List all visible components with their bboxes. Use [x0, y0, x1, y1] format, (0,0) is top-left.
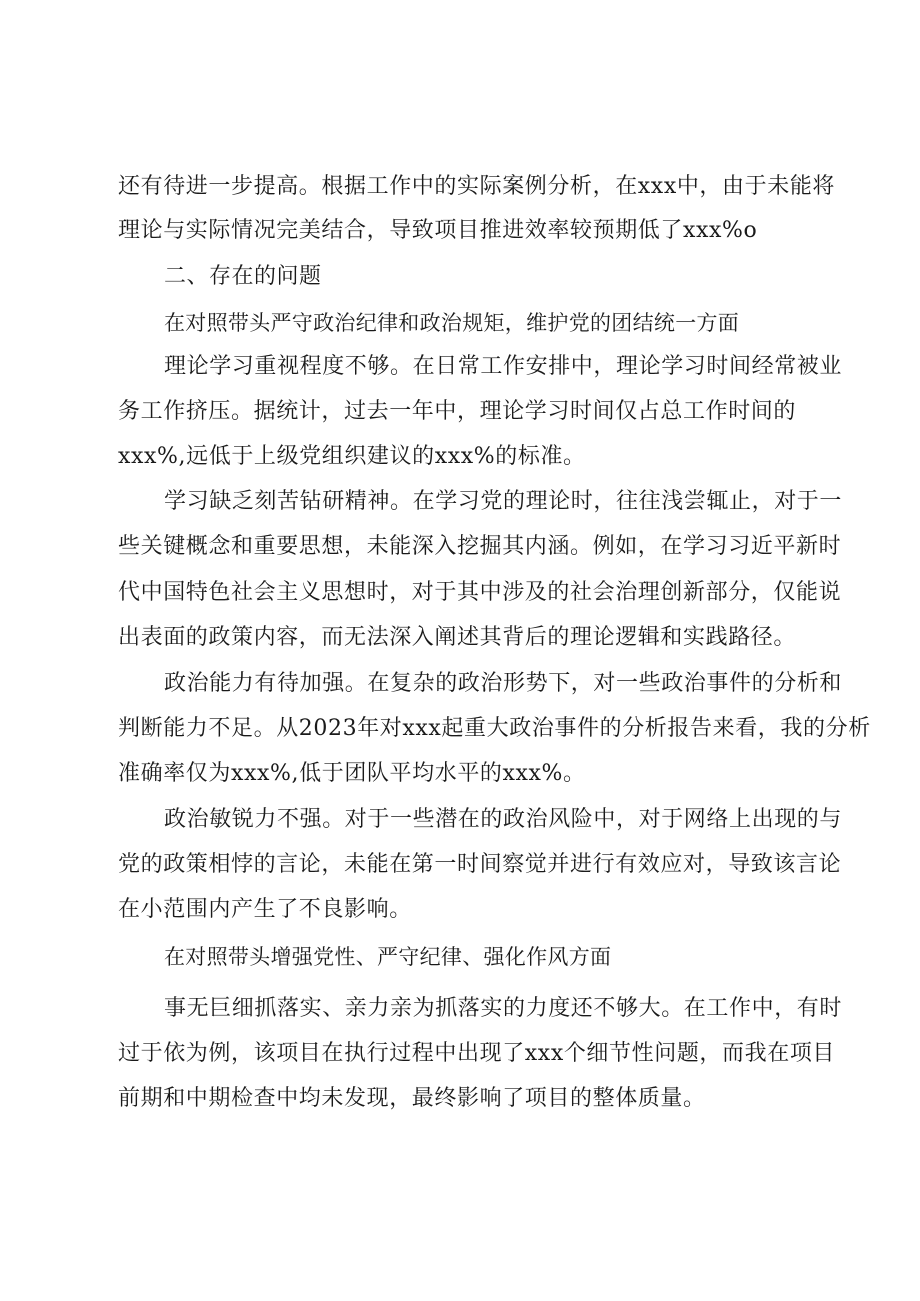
- paragraph-intro-line-2: 理论与实际情况完美结合，导致项目推进效率较预期低了xxx%o: [118, 218, 758, 243]
- paragraph-2-line-1: 学习缺乏刻苦钻研精神。在学习党的理论时，往往浅尝辄止，对于一: [164, 489, 843, 514]
- paragraph-4-line-2: 党的政策相悖的言论，未能在第一时间察觉并进行有效应对，导致该言论: [118, 852, 842, 877]
- paragraph-1-line-3: xxx%,远低于上级党组织建议的xxx%的标准。: [118, 444, 586, 469]
- paragraph-2-line-2: 些关键概念和重要思想，未能深入挖掘其内涵。例如，在学习习近平新时: [118, 534, 842, 559]
- paragraph-5-line-3: 前期和中期检查中均未发现，最终影响了项目的整体质量。: [118, 1086, 706, 1111]
- paragraph-1-line-2: 务工作挤压。据统计，过去一年中，理论学习时间仅占总工作时间的: [118, 399, 797, 424]
- paragraph-1-line-1: 理论学习重视程度不够。在日常工作安排中，理论学习时间经常被业: [164, 354, 843, 379]
- subheading-political-discipline: 在对照带头严守政治纪律和政治规矩，维护党的团结统一方面: [164, 311, 740, 335]
- paragraph-4-line-3: 在小范围内产生了不良影响。: [118, 897, 412, 922]
- paragraph-5-line-1: 事无巨细抓落实、亲力亲为抓落实的力度还不够大。在工作中，有时: [164, 996, 843, 1021]
- paragraph-2-line-3: 代中国特色社会主义思想时，对于其中涉及的社会治理创新部分，仅能说: [118, 580, 842, 605]
- paragraph-3-line-1: 政治能力有待加强。在复杂的政治形势下，对一些政治事件的分析和: [164, 671, 843, 696]
- paragraph-3-line-3: 准确率仅为xxx%,低于团队平均水平的xxx%。: [118, 761, 586, 786]
- subheading-party-spirit: 在对照带头增强党性、严守纪律、强化作风方面: [164, 945, 612, 969]
- paragraph-intro-line-1: 还有待进一步提高。根据工作中的实际案例分析，在xxx中，由于未能将: [118, 174, 836, 199]
- paragraph-3-line-2: 判断能力不足。从2023年对xxx起重大政治事件的分析报告来看，我的分析: [118, 716, 871, 741]
- paragraph-5-line-2: 过于依为例，该项目在执行过程中出现了xxx个细节性问题，而我在项目: [118, 1041, 836, 1066]
- paragraph-4-line-1: 政治敏锐力不强。对于一些潜在的政治风险中，对于网络上出现的与: [164, 807, 843, 832]
- paragraph-2-line-4: 出表面的政策内容，而无法深入阐述其背后的理论逻辑和实践路径。: [118, 625, 797, 650]
- section-heading: 二、存在的问题: [164, 264, 322, 289]
